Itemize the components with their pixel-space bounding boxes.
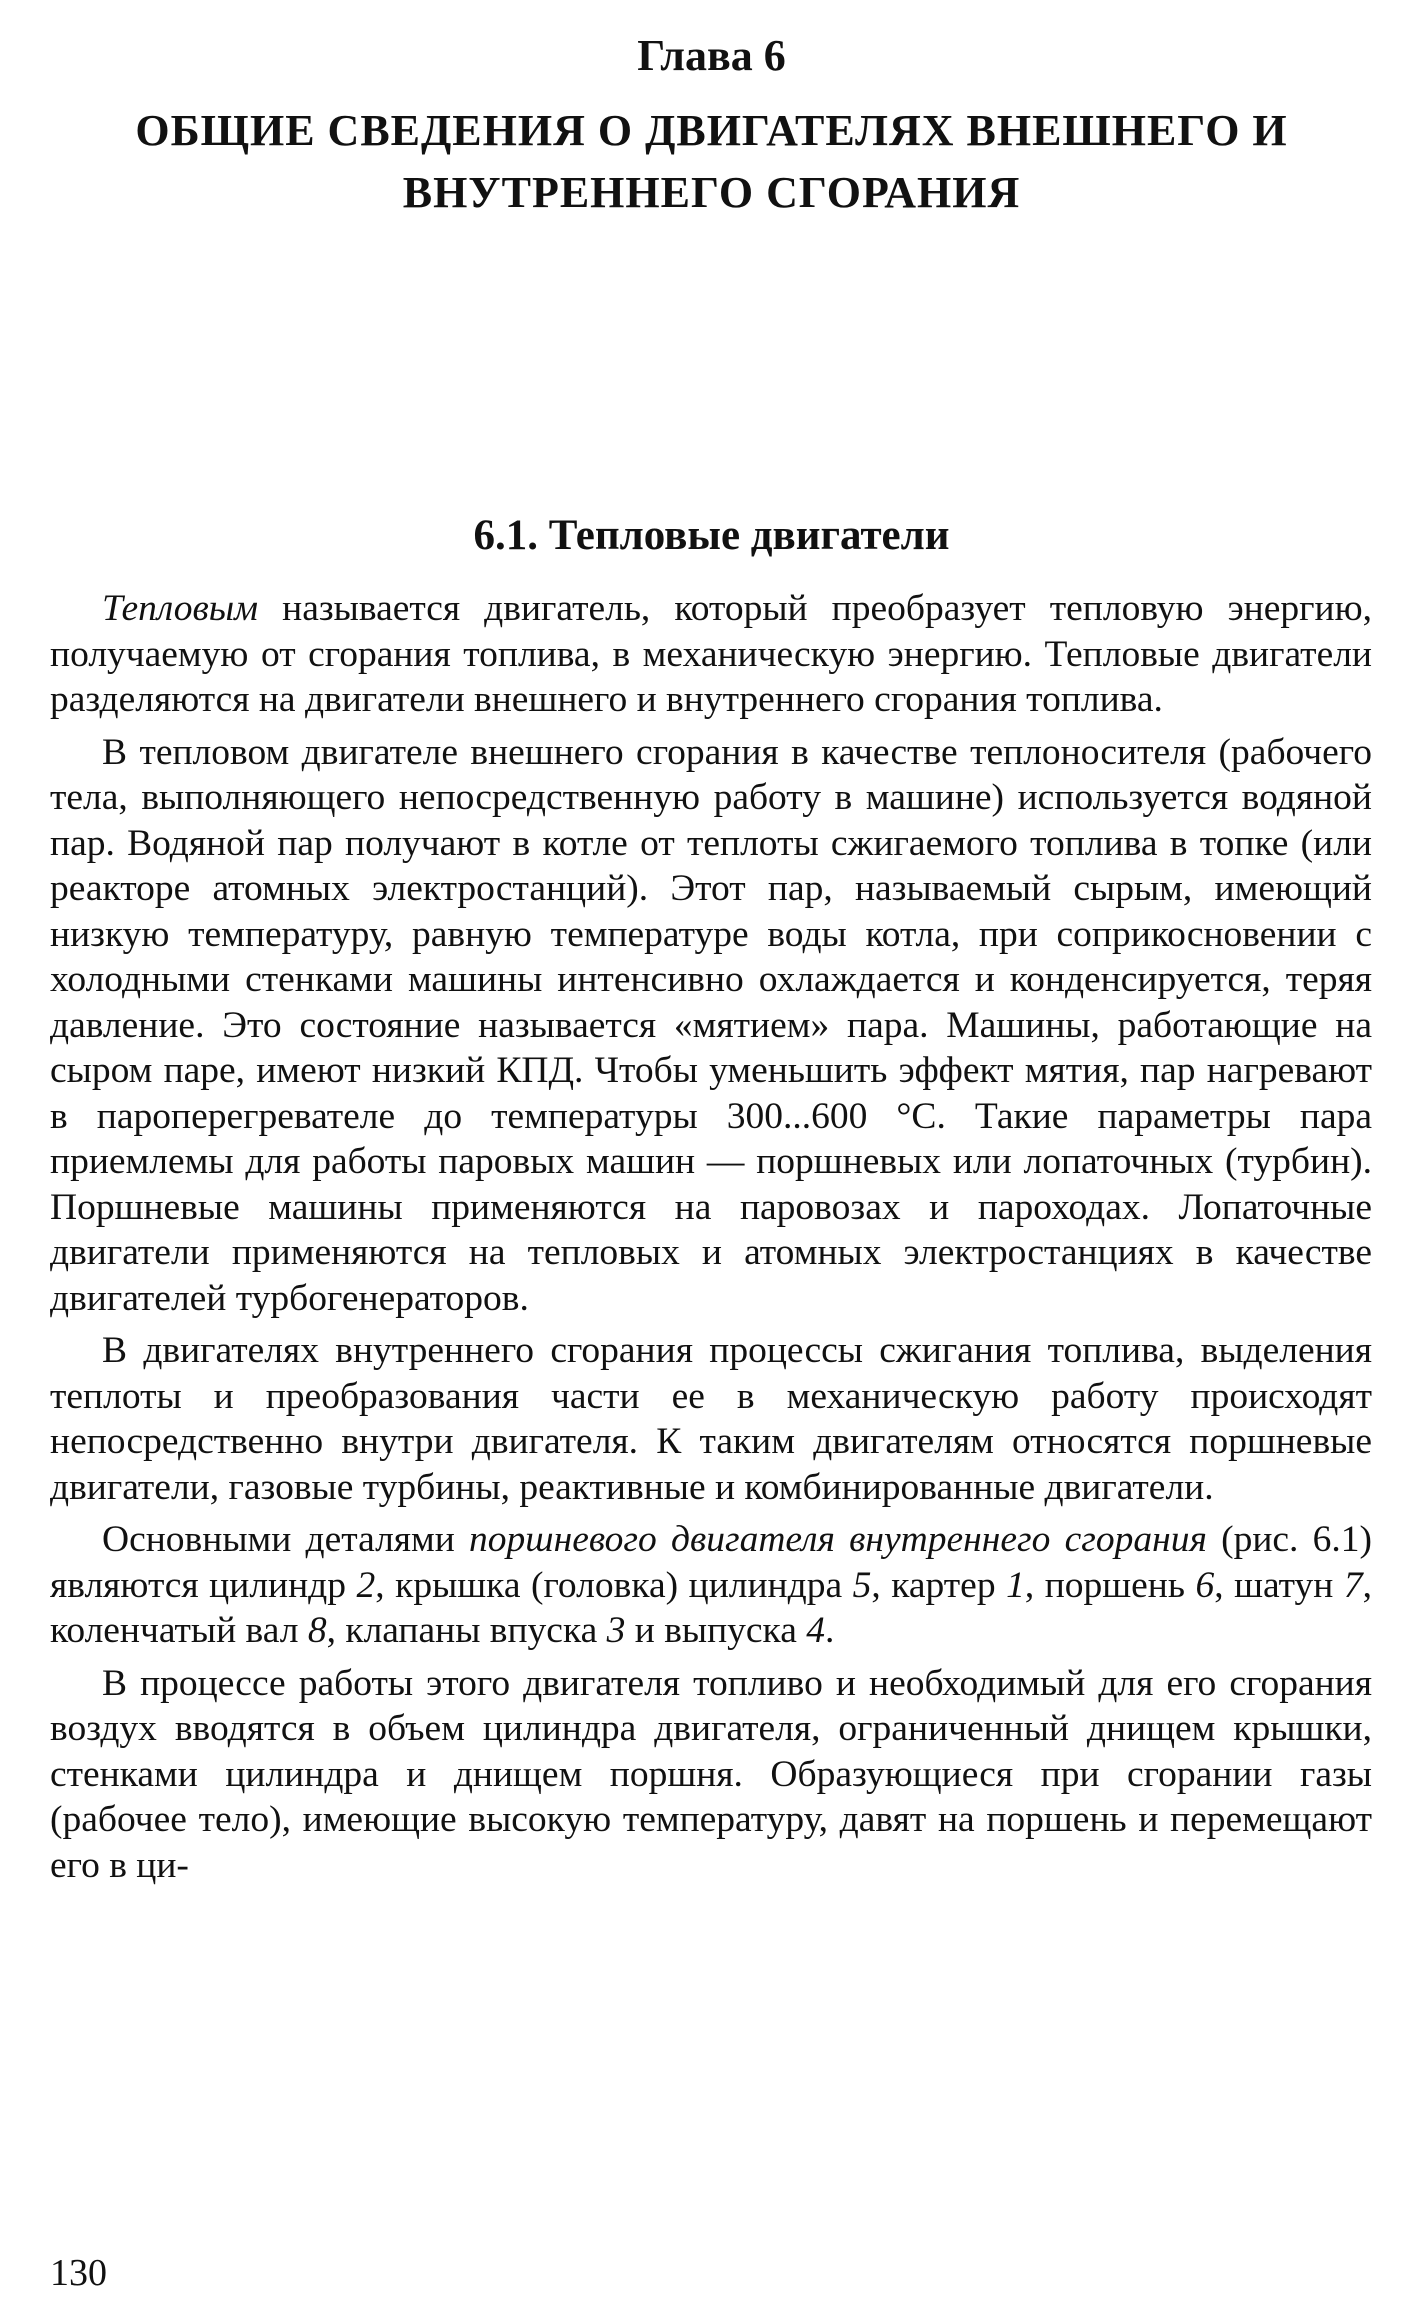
figure-ref-number: 2: [356, 1564, 376, 1606]
emphasis-term: Тепловым: [102, 588, 259, 629]
paragraph-text: (рис. 6.1) являются цилиндр: [50, 1519, 1372, 1606]
paragraph-4: [50, 1517, 1372, 1654]
paragraph-3: В двигателях внутреннего сгорания процессы сжигания топлива, выделения теплоты и преобразования части ее в механическую работу происходят непосредственно внутри двигателя. К таким двигателям относятся поршневые двигатели, газовые турбины, реактивные и комбинированные двигатели.: [50, 1330, 1372, 1508]
figure-ref-number: 3: [606, 1610, 626, 1651]
paragraph-5: В процессе работы этого двигателя топливо и необходимый для его сгорания воздух вводятся в объем цилиндра двигателя, ограниченный днищем крышки, стенками цилиндра и днищем поршня. Образующиеся при сгорании газы (рабочее тело), имеющие высокую температуру, давят на поршень и перемещают его в ци-: [50, 1662, 1372, 1886]
paragraph-text: , картер: [871, 1564, 1007, 1606]
figure-ref-number: 8: [307, 1610, 327, 1651]
emphasis-term: поршневого двигателя внутреннего сгорания: [469, 1519, 1207, 1560]
figure-ref-number: 6: [1195, 1564, 1215, 1606]
paragraph-text: .: [824, 1610, 835, 1651]
paragraph-text: , клапаны впуска: [326, 1610, 607, 1651]
paragraph-text: , шатун: [1214, 1564, 1344, 1606]
figure-ref-number: 4: [806, 1610, 825, 1651]
paragraph-text: , крышка (головка) цилиндра: [375, 1564, 853, 1606]
body-text: [50, 586, 1372, 1888]
paragraph-2: В тепловом двигателе внешнего сгорания в качестве теплоносителя (рабочего тела, выполняющего непосредственную работу в машине) используется водяной пар. Водяной пар получают в котле от теплоты сжигаемого топлива в топке (или реакторе атомных электростанций). Этот пар, называемый сырым, имеющий низкую температуру, равную температуре воды котла, при соприкосновении с холодными стенками машины интенсивно охлаждается и конденсируется, теряя давление. Это состояние называется «мятием» пара. Машины, работающие на сыром паре, имеют низкий КПД. Чтобы уменьшить эффект мятия, пар нагревают в пароперегревателе до температуры 300...600 °С. Такие параметры пара приемлемы для работы паровых машин — поршневых или лопаточных (турбин). Поршневые машины применяются на паровозах и пароходах. Лопаточные двигатели применяются на тепловых и атомных электростанциях в качестве двигателей турбогенераторов.: [50, 731, 1372, 1319]
chapter-label: Глава 6: [637, 31, 786, 80]
paragraph-text: и выпуска: [625, 1610, 807, 1651]
paragraph-1: [50, 586, 1372, 723]
figure-ref-number: 1: [1006, 1564, 1025, 1606]
section-title: 6.1. Тепловые двигатели: [473, 512, 950, 559]
paragraph-text: называется двигатель, который преобразует тепловую энергию, получаемую от сгорания топлива, в механическую энергию. Тепловые двигатели разделяются на двигатели внешнего и внутреннего сгорания топлива.: [50, 588, 1372, 720]
paragraph-text: Основными деталями: [102, 1519, 470, 1560]
figure-ref-number: 7: [1343, 1564, 1363, 1606]
paragraph-text: , поршень: [1024, 1564, 1196, 1606]
page-number: 130: [50, 2252, 107, 2294]
figure-ref-number: 5: [852, 1564, 872, 1606]
paragraph-text: , коленчатый вал: [50, 1564, 1373, 1651]
chapter-title: ОБЩИЕ СВЕДЕНИЯ О ДВИГАТЕЛЯХ ВНЕШНЕГО И ВНУТРЕННЕГО СГОРАНИЯ: [135, 106, 1288, 217]
